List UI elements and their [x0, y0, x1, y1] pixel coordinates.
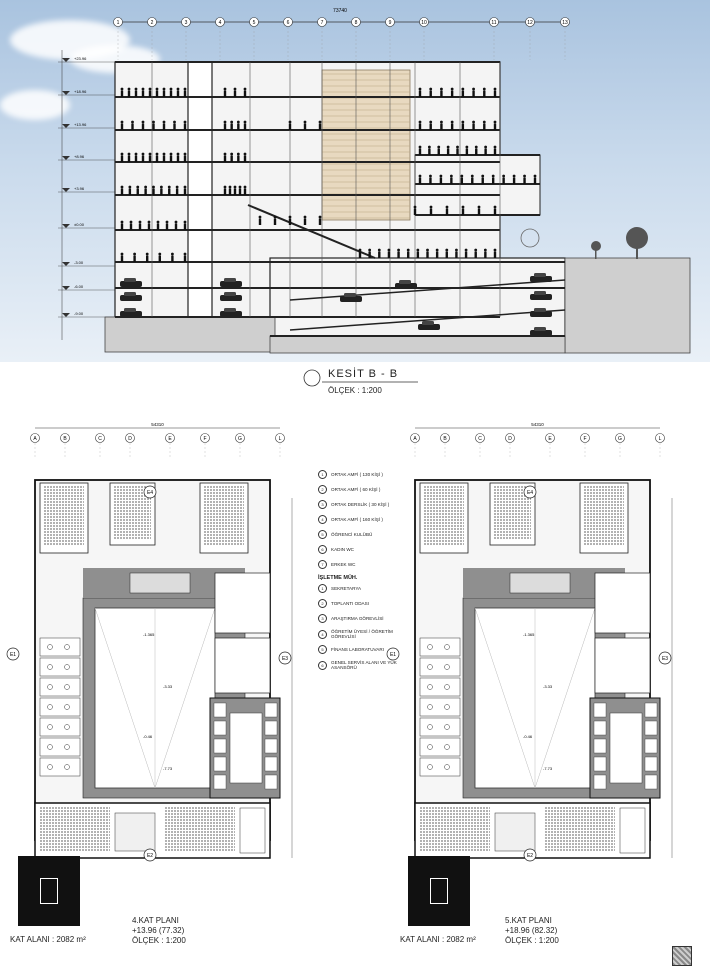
legend-item [318, 584, 398, 593]
axis-label: G [618, 436, 622, 442]
plan-5-area: KAT ALANI : 2082 m² [400, 935, 476, 944]
legend-label: SEKRETARYA [331, 586, 362, 591]
legend-label: ORTAK AMFİ ( 130 KİŞİ ) [331, 472, 383, 477]
plan-total-dim: 54310 [151, 422, 164, 427]
section-title: KESİT B - B [328, 368, 399, 380]
level-label: +18.96 [74, 89, 87, 94]
legend-item [318, 645, 398, 654]
legend-item [318, 530, 398, 539]
section-drawing [0, 0, 710, 362]
level-label: -3.00 [74, 260, 84, 265]
legend-item [318, 470, 398, 479]
legend-number: 4 [318, 515, 327, 524]
legend-item [318, 545, 398, 554]
elevation-label: E3 [661, 656, 669, 662]
axis-label: G [238, 436, 242, 442]
axis-label: B [443, 436, 447, 442]
plan-5-drawing [380, 420, 710, 900]
legend-label: FİNANS LABORATUVARI [331, 647, 384, 652]
legend-number: 4 [318, 630, 327, 639]
legend-label: ÖĞRENCİ KULÜBÜ [331, 532, 373, 537]
void-level: -0.46 [523, 734, 533, 739]
level-label: ±0.00 [74, 222, 84, 227]
level-label: +8.96 [74, 154, 85, 159]
legend-number: 2 [318, 485, 327, 494]
plan-total-dim: 54310 [531, 422, 544, 427]
legend-heading: İŞLETME MÜH. [318, 575, 358, 581]
legend-number: 1 [318, 584, 327, 593]
legend-number: 7 [318, 560, 327, 569]
legend-item [318, 500, 398, 509]
legend-item [318, 660, 398, 670]
legend-item [318, 485, 398, 494]
grid-label: 12 [527, 20, 533, 26]
legend-number: 5 [318, 645, 327, 654]
legend-label: ARAŞTIRMA GÖREVLİSİ [331, 616, 384, 621]
void-level: -7.73 [163, 766, 173, 771]
level-label: -9.00 [74, 311, 84, 316]
grid-label: 8 [354, 20, 358, 26]
grid-label: 6 [286, 20, 290, 26]
legend-label: ORTAK AMFİ ( 60 KİŞİ ) [331, 487, 381, 492]
plan-4-name: 4.KAT PLANI [132, 916, 179, 925]
void-level: -1.365 [143, 632, 155, 637]
legend-number: 3 [318, 614, 327, 623]
legend-number: 5 [318, 530, 327, 539]
void-level: -3.33 [543, 684, 553, 689]
axis-label: A [413, 436, 417, 442]
axis-label: A [33, 436, 37, 442]
section-scale: ÖLÇEK : 1:200 [328, 386, 382, 395]
legend-number: 2 [318, 599, 327, 608]
plan-4-level: +13.96 (77.32) [132, 926, 185, 935]
section-title-block [300, 366, 420, 406]
grid-label: 1 [116, 20, 120, 26]
void-level: -1.365 [523, 632, 535, 637]
axis-label: C [98, 436, 102, 442]
plan-5-scale: ÖLÇEK : 1:200 [505, 936, 559, 945]
sheet-mark [672, 946, 692, 966]
grid-label: 13 [562, 20, 568, 26]
axis-label: C [478, 436, 482, 442]
elevation-label: E2 [526, 853, 534, 859]
plan-5-key-plan [408, 856, 470, 926]
elevation-label: E4 [526, 490, 534, 496]
void-level: -0.46 [143, 734, 153, 739]
legend-item [318, 614, 398, 623]
grid-label: 2 [150, 20, 154, 26]
grid-label: 9 [388, 20, 392, 26]
plan-5-name: 5.KAT PLANI [505, 916, 552, 925]
plan-4-scale: ÖLÇEK : 1:200 [132, 936, 186, 945]
legend-number: 6 [318, 545, 327, 554]
legend-item [318, 599, 398, 608]
legend-item [318, 515, 398, 524]
legend-label: KADIN WC [331, 547, 354, 552]
plan-4-key-plan [18, 856, 80, 926]
void-level: -7.73 [543, 766, 553, 771]
axis-label: E [168, 436, 172, 442]
plan-5-level: +18.96 (82.32) [505, 926, 558, 935]
axis-label: F [583, 436, 587, 442]
void-level: -3.33 [163, 684, 173, 689]
axis-label: B [63, 436, 67, 442]
axis-label: L [658, 436, 662, 442]
axis-label: F [203, 436, 207, 442]
grid-label: 3 [184, 20, 188, 26]
level-label: +23.96 [74, 56, 87, 61]
grid-label: 4 [218, 20, 222, 26]
legend-label: GENEL SERVİS ALANI VE YÜK ASANSÖRÜ [331, 660, 397, 670]
legend-item [318, 629, 398, 639]
axis-label: E [548, 436, 552, 442]
level-label: +3.96 [74, 186, 85, 191]
legend-item [318, 560, 398, 569]
legend-label: TOPLANTI ODASI [331, 601, 369, 606]
plan-4-area: KAT ALANI : 2082 m² [10, 935, 86, 944]
level-label: -6.00 [74, 284, 84, 289]
elevation-label: E1 [389, 652, 397, 658]
grid-label: 10 [421, 20, 427, 26]
legend-label: ERKEK WC [331, 562, 356, 567]
level-label: +13.96 [74, 122, 87, 127]
legend [318, 470, 398, 676]
axis-label: D [508, 436, 512, 442]
legend-label: ÖĞRETİM ÜYESİ / ÖĞRETİM GÖREVLİSİ [331, 629, 393, 639]
grid-label: 7 [320, 20, 324, 26]
grid-label: 11 [491, 20, 497, 26]
elevation-label: E2 [146, 853, 154, 859]
elevation-label: E3 [281, 656, 289, 662]
plan-4-drawing [0, 420, 320, 900]
legend-label: ORTAK AMFİ ( 160 KİŞİ ) [331, 517, 383, 522]
legend-label: ORTAK DERSLİK ( 30 KİŞİ ) [331, 502, 390, 507]
section-total-dim: 73740 [333, 8, 347, 14]
axis-label: D [128, 436, 132, 442]
grid-label: 5 [252, 20, 256, 26]
legend-number: 3 [318, 500, 327, 509]
elevation-label: E4 [146, 490, 154, 496]
elevation-label: E1 [9, 652, 17, 658]
legend-number: 1 [318, 470, 327, 479]
axis-label: L [278, 436, 282, 442]
legend-number: 6 [318, 661, 327, 670]
